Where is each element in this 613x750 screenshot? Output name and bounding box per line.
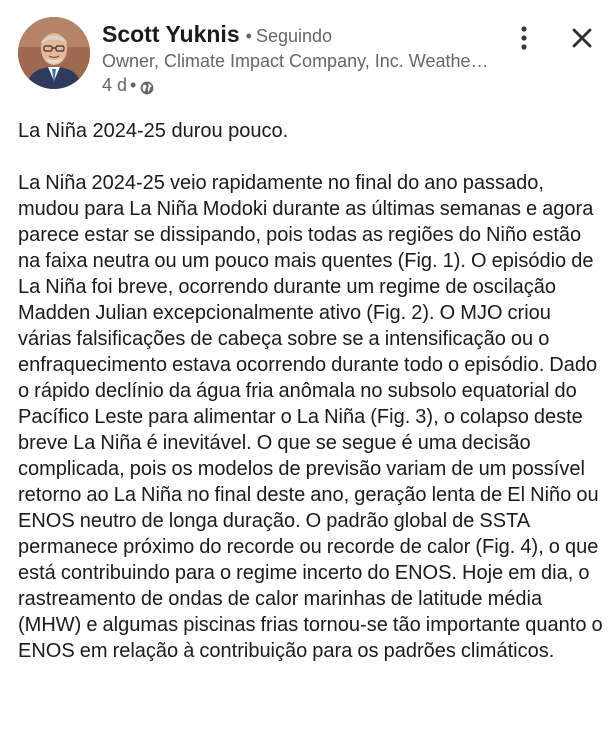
meta-separator: • xyxy=(130,75,137,95)
close-button[interactable] xyxy=(566,22,598,54)
more-vertical-icon xyxy=(520,25,528,51)
post-header xyxy=(0,0,613,110)
more-options-button[interactable] xyxy=(510,22,538,54)
author-name[interactable]: Scott Yuknis xyxy=(102,21,240,47)
person-photo-icon xyxy=(18,17,90,89)
author-name-line xyxy=(102,18,332,50)
post-content xyxy=(18,118,608,664)
close-icon xyxy=(571,27,593,49)
globe-icon xyxy=(140,78,154,92)
follow-status[interactable]: Seguindo xyxy=(255,26,333,46)
post-meta xyxy=(102,74,154,96)
author-headline: Owner, Climate Impact Company, Inc. Weathe… xyxy=(102,51,489,71)
name-separator: • xyxy=(245,26,252,46)
author-avatar[interactable] xyxy=(18,17,90,89)
post-age: 4 d xyxy=(102,75,128,95)
post-text: La Niña 2024-25 veio rapidamente no final do ano passado, mudou para La Niña Modoki durante as últimas semanas e agora parece estar se dissipando, pois todas as regiões do Niño estão na faixa neutra ou um pouco mais quentes (Fig. 1). O episódio de La Niña foi breve, ocorrendo durante um regime de oscilação Madden Julian excepcionalmente ativo (Fig. 2). O MJO criou várias falsificações de cabeça sobre se a intensificação ou o enfraquecimento estava ocorrendo durante todo o episódio. Dado o rápido declínio da água fria anômala no subsolo equatorial do Pacífico Leste para alimentar o La Niña (Fig. 3), o colapso deste breve La Niña é inevitável. O que se segue é uma decisão complicada, pois os modelos de previsão variam de um possível retorno ao La Niña no final deste ano, geração lenta de El Niño ou ENOS neutro de longa duração. O padrão global de SSTA permanece próximo do recorde ou recorde de calor (Fig. 4), o que está contribuindo para o regime incerto do ENOS. Hoje em dia, o rastreamento de ondas de calor marinhas de latitude média (MHW) e algumas piscinas frias tornou-se tão importante quanto o ENOS em relação à contribuição para os padrões climáticos. xyxy=(18,172,603,662)
post-title: La Niña 2024-25 durou pouco. xyxy=(18,120,289,142)
